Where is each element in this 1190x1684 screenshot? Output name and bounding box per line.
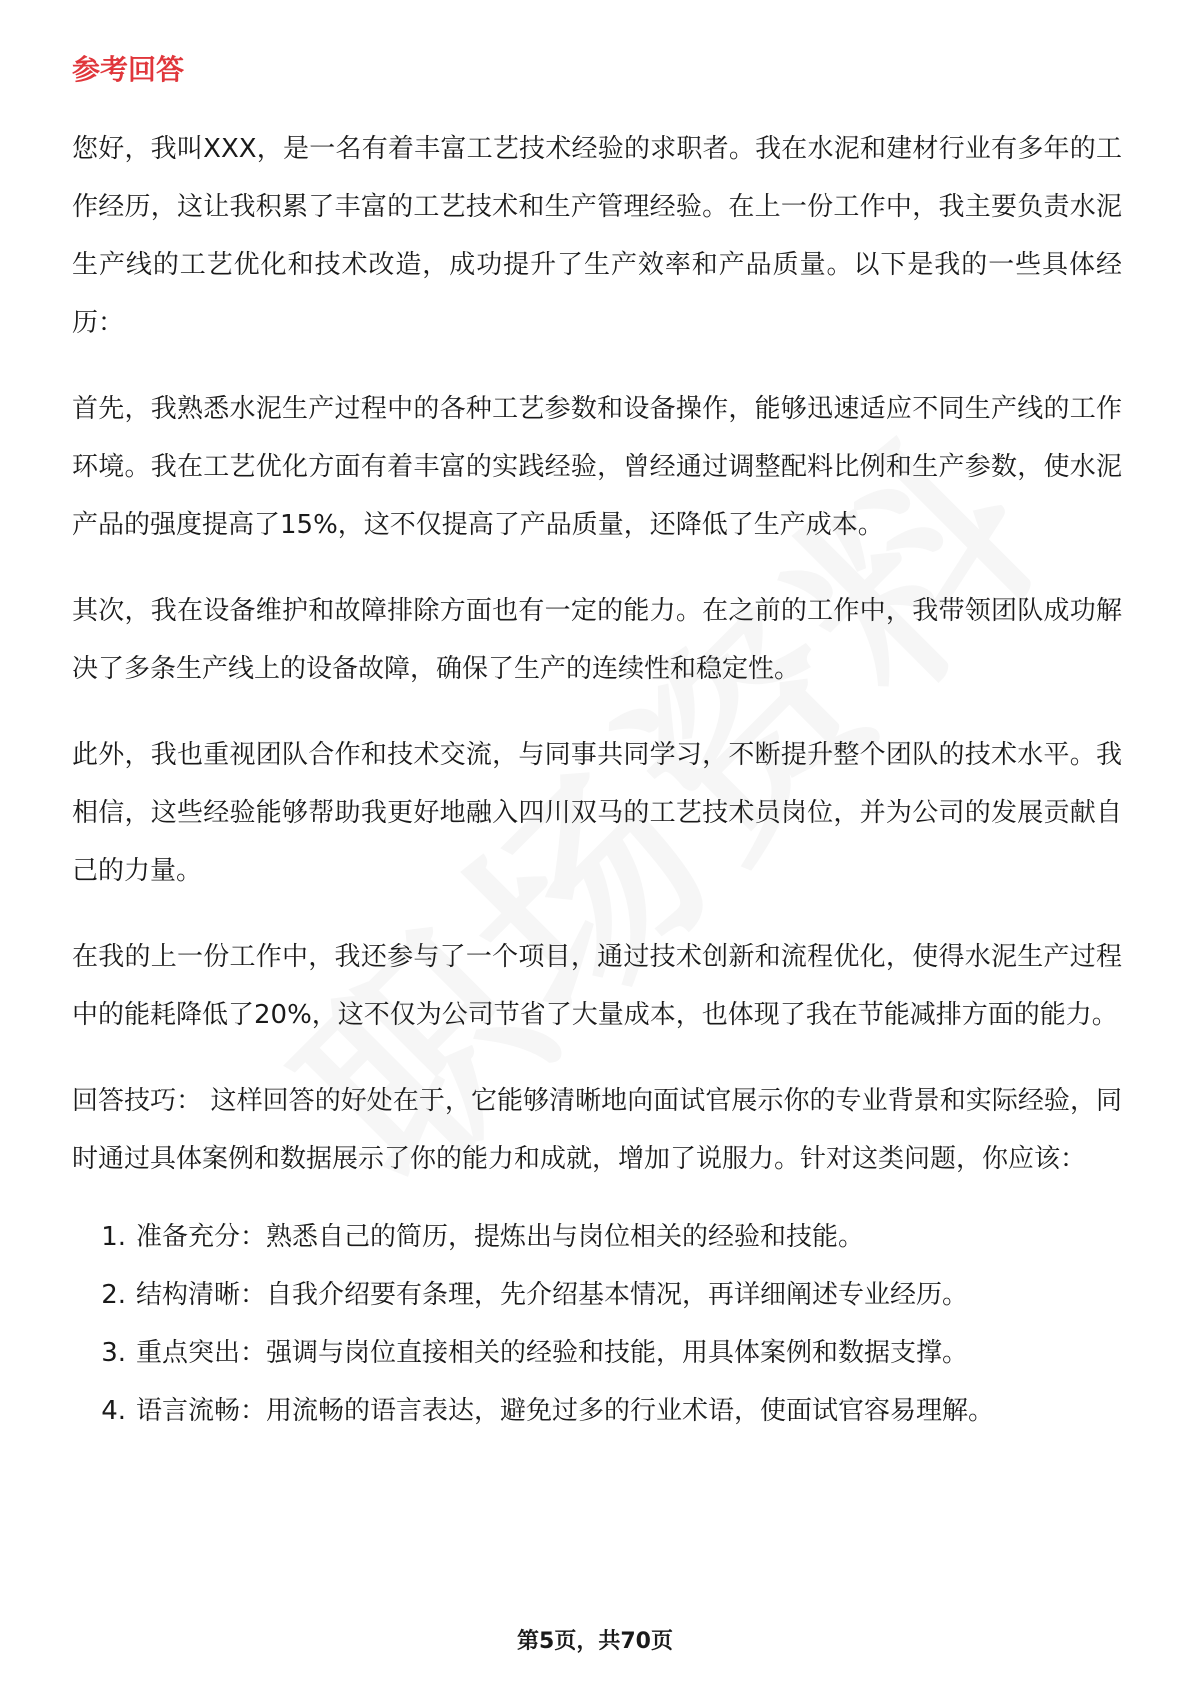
answer-tip: 回答技巧： 这样回答的好处在于，它能够清晰地向面试官展示你的专业背景和实际经验，同时通过具体案例和数据展示了你的能力和成就，增加了说服力。针对这类问题，你应该： xyxy=(72,1086,1122,1174)
paragraph: 其次，我在设备维护和故障排除方面也有一定的能力。在之前的工作中，我带领团队成功解决了多条生产线上的设备故障，确保了生产的连续性和稳定性。 xyxy=(72,596,1122,684)
list-number: 3. xyxy=(101,1338,126,1368)
paragraph: 此外，我也重视团队合作和技术交流，与同事共同学习，不断提升整个团队的技术水平。我相信，这些经验能够帮助我更好地融入四川双马的工艺技术员岗位，并为公司的发展贡献自己的力量。 xyxy=(72,740,1122,886)
list-text: 结构清晰：自我介绍要有条理，先介绍基本情况，再详细阐述专业经历。 xyxy=(136,1280,969,1310)
page-footer: 第5页，共70页 xyxy=(517,1629,673,1654)
list-item xyxy=(72,1382,1122,1440)
section-title: 参考回答 xyxy=(72,53,185,86)
list-number: 2. xyxy=(101,1280,126,1310)
paragraph: 在我的上一份工作中，我还参与了一个项目，通过技术创新和流程优化，使得水泥生产过程中的能耗降低了20%，这不仅为公司节省了大量成本，也体现了我在节能减排方面的能力。 xyxy=(72,942,1122,1030)
list-number: 4. xyxy=(101,1396,126,1426)
paragraph: 您好，我叫XXX，是一名有着丰富工艺技术经验的求职者。我在水泥和建材行业有多年的工作经历，这让我积累了丰富的工艺技术和生产管理经验。在上一份工作中，我主要负责水泥生产线的工艺优化和技术改造，成功提升了生产效率和产品质量。以下是我的一些具体经历： xyxy=(72,134,1122,338)
list-text: 语言流畅：用流畅的语言表达，避免过多的行业术语，使面试官容易理解。 xyxy=(136,1396,995,1426)
tip-list xyxy=(72,1208,1122,1440)
list-item xyxy=(72,1324,1122,1382)
content xyxy=(72,50,1122,1440)
list-item xyxy=(72,1208,1122,1266)
list-text: 重点突出：强调与岗位直接相关的经验和技能，用具体案例和数据支撑。 xyxy=(136,1338,969,1368)
list-text: 准备充分：熟悉自己的简历，提炼出与岗位相关的经验和技能。 xyxy=(136,1222,865,1252)
list-number: 1. xyxy=(101,1222,126,1252)
list-item xyxy=(72,1266,1122,1324)
paragraph: 首先，我熟悉水泥生产过程中的各种工艺参数和设备操作，能够迅速适应不同生产线的工作环境。我在工艺优化方面有着丰富的实践经验，曾经通过调整配料比例和生产参数，使水泥产品的强度提高了15%，这不仅提高了产品质量，还降低了生产成本。 xyxy=(72,394,1122,540)
